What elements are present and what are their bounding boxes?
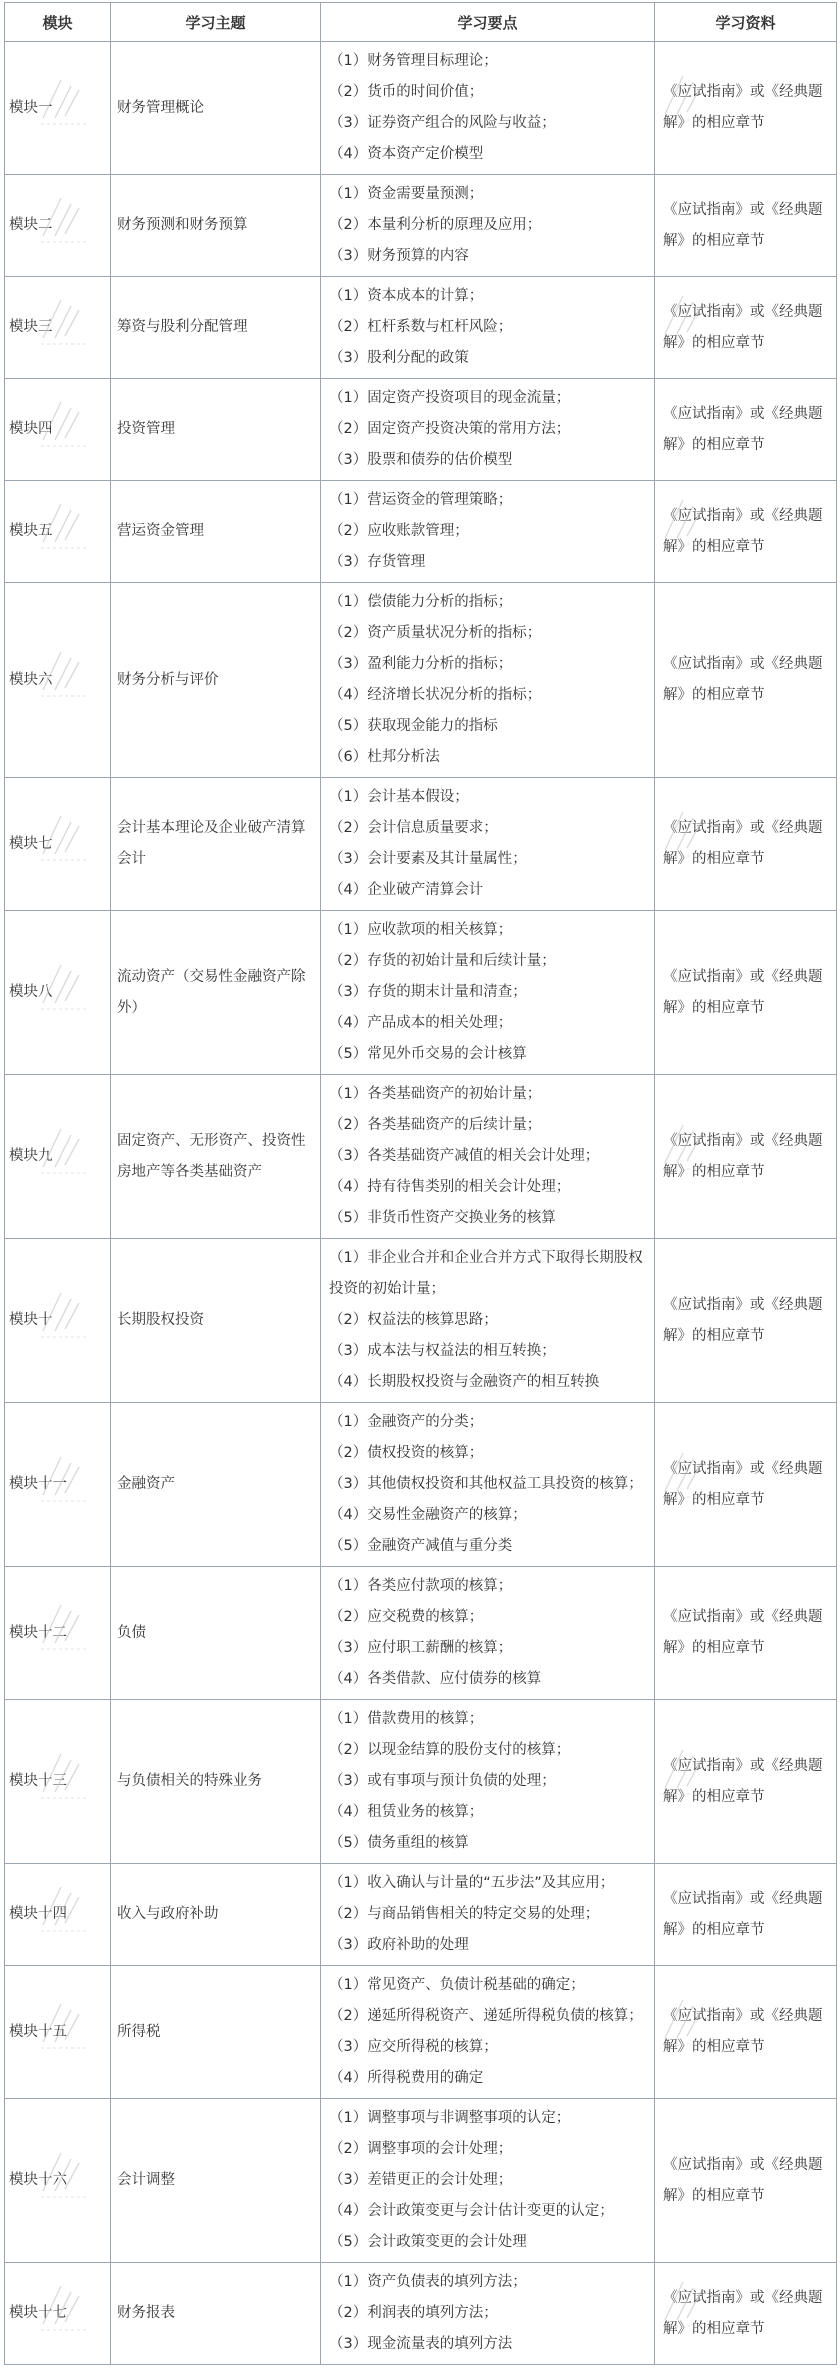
points-cell xyxy=(321,2263,655,2365)
point-item: （3）各类基础资产减值的相关会计处理； xyxy=(329,1148,600,1164)
topic-cell: 所得税 xyxy=(111,1966,321,2099)
header-topic: 学习主题 xyxy=(111,3,321,42)
point-item: （2）以现金结算的股份支付的核算； xyxy=(329,1742,571,1758)
module-cell: 模块一 xyxy=(5,42,111,175)
header-module: 模块 xyxy=(5,3,111,42)
table-row xyxy=(5,1075,837,1239)
points-cell xyxy=(321,1239,655,1403)
resource-cell: 《应试指南》或《经典题解》的相应章节 xyxy=(655,1864,837,1966)
topic-cell: 财务管理概论 xyxy=(111,42,321,175)
point-item: （1）应收款项的相关核算； xyxy=(329,922,513,938)
point-item: （1）财务管理目标理论； xyxy=(329,53,498,69)
table-row xyxy=(5,481,837,583)
table-row xyxy=(5,1239,837,1403)
points-cell xyxy=(321,1075,655,1239)
point-item: （1）借款费用的核算； xyxy=(329,1711,484,1727)
point-item: （3）其他债权投资和其他权益工具投资的核算； xyxy=(329,1476,643,1492)
table-row xyxy=(5,2099,837,2263)
point-item: （4）经济增长状况分析的指标； xyxy=(329,687,542,703)
point-item: （2）应收账款管理； xyxy=(329,523,469,539)
point-item: （1）收入确认与计量的“五步法”及其应用； xyxy=(329,1875,615,1891)
points-cell xyxy=(321,1567,655,1700)
point-item: （1）资本成本的计算； xyxy=(329,288,484,304)
point-item: （5）会计政策变更的会计处理 xyxy=(329,2234,527,2250)
module-cell: 模块六 xyxy=(5,583,111,778)
topic-cell: 与负债相关的特殊业务 xyxy=(111,1700,321,1864)
point-item: （3）或有事项与预计负债的处理； xyxy=(329,1773,556,1789)
point-item: （2）会计信息质量要求； xyxy=(329,820,498,836)
points-cell xyxy=(321,175,655,277)
point-item: （4）资本资产定价模型 xyxy=(329,146,484,162)
point-item: （5）常见外币交易的会计核算 xyxy=(329,1046,527,1062)
resource-cell: 《应试指南》或《经典题解》的相应章节 xyxy=(655,583,837,778)
point-item: （1）各类基础资产的初始计量； xyxy=(329,1086,542,1102)
point-item: （2）债权投资的核算； xyxy=(329,1445,484,1461)
table-row xyxy=(5,379,837,481)
module-cell: 模块五 xyxy=(5,481,111,583)
resource-cell: 《应试指南》或《经典题解》的相应章节 xyxy=(655,1567,837,1700)
point-item: （3）政府补助的处理 xyxy=(329,1937,469,1953)
points-cell xyxy=(321,1700,655,1864)
table-row xyxy=(5,583,837,778)
module-cell: 模块十五 xyxy=(5,1966,111,2099)
module-cell: 模块十四 xyxy=(5,1864,111,1966)
topic-cell: 负债 xyxy=(111,1567,321,1700)
point-item: （4）所得税费用的确定 xyxy=(329,2070,484,2086)
table-row xyxy=(5,175,837,277)
point-item: （4）会计政策变更与会计估计变更的认定； xyxy=(329,2203,614,2219)
point-item: （3）会计要素及其计量属性； xyxy=(329,851,527,867)
point-item: （3）存货管理 xyxy=(329,554,426,570)
points-cell xyxy=(321,1966,655,2099)
resource-cell: 《应试指南》或《经典题解》的相应章节 xyxy=(655,778,837,911)
module-cell: 模块九 xyxy=(5,1075,111,1239)
point-item: （3）存货的期末计量和清查； xyxy=(329,984,527,1000)
module-cell: 模块十三 xyxy=(5,1700,111,1864)
point-item: （1）资金需要量预测； xyxy=(329,186,484,202)
point-item: （3）财务预算的内容 xyxy=(329,248,469,264)
resource-cell: 《应试指南》或《经典题解》的相应章节 xyxy=(655,1966,837,2099)
module-cell: 模块八 xyxy=(5,911,111,1075)
point-item: （3）应交所得税的核算； xyxy=(329,2039,498,2055)
point-item: （4）各类借款、应付债券的核算 xyxy=(329,1671,542,1687)
topic-cell: 营运资金管理 xyxy=(111,481,321,583)
table-row xyxy=(5,1864,837,1966)
point-item: （6）杜邦分析法 xyxy=(329,749,440,765)
points-cell xyxy=(321,911,655,1075)
module-cell: 模块四 xyxy=(5,379,111,481)
resource-cell: 《应试指南》或《经典题解》的相应章节 xyxy=(655,379,837,481)
module-cell: 模块七 xyxy=(5,778,111,911)
points-cell xyxy=(321,379,655,481)
point-item: （3）现金流量表的填列方法 xyxy=(329,2336,513,2352)
point-item: （3）股利分配的政策 xyxy=(329,350,469,366)
resource-cell: 《应试指南》或《经典题解》的相应章节 xyxy=(655,42,837,175)
point-item: （5）金融资产减值与重分类 xyxy=(329,1538,513,1554)
points-cell xyxy=(321,1864,655,1966)
points-cell xyxy=(321,2099,655,2263)
point-item: （2）与商品销售相关的特定交易的处理； xyxy=(329,1906,600,1922)
point-item: （2）递延所得税资产、递延所得税负债的核算； xyxy=(329,2008,643,2024)
point-item: （2）权益法的核算思路； xyxy=(329,1312,498,1328)
point-item: （1）营运资金的管理策略； xyxy=(329,492,513,508)
point-item: （2）货币的时间价值； xyxy=(329,84,484,100)
resource-cell: 《应试指南》或《经典题解》的相应章节 xyxy=(655,2263,837,2365)
topic-cell: 长期股权投资 xyxy=(111,1239,321,1403)
point-item: （2）本量利分析的原理及应用； xyxy=(329,217,542,233)
resource-cell: 《应试指南》或《经典题解》的相应章节 xyxy=(655,175,837,277)
resource-cell: 《应试指南》或《经典题解》的相应章节 xyxy=(655,2099,837,2263)
topic-cell: 投资管理 xyxy=(111,379,321,481)
module-cell: 模块三 xyxy=(5,277,111,379)
table-row xyxy=(5,911,837,1075)
resource-cell: 《应试指南》或《经典题解》的相应章节 xyxy=(655,1700,837,1864)
topic-cell: 财务报表 xyxy=(111,2263,321,2365)
point-item: （3）证券资产组合的风险与收益； xyxy=(329,115,556,131)
point-item: （1）金融资产的分类； xyxy=(329,1414,484,1430)
study-plan-sheet xyxy=(4,2,836,2365)
resource-cell: 《应试指南》或《经典题解》的相应章节 xyxy=(655,1075,837,1239)
point-item: （2）利润表的填列方法； xyxy=(329,2305,498,2321)
point-item: （4）租赁业务的核算； xyxy=(329,1804,484,1820)
point-item: （3）应付职工薪酬的核算； xyxy=(329,1640,513,1656)
point-item: （1）各类应付款项的核算； xyxy=(329,1578,513,1594)
points-cell xyxy=(321,583,655,778)
table-body xyxy=(5,42,837,2365)
point-item: （4）持有待售类别的相关会计处理； xyxy=(329,1179,571,1195)
module-cell: 模块二 xyxy=(5,175,111,277)
point-item: （3）差错更正的会计处理； xyxy=(329,2172,513,2188)
header-points: 学习要点 xyxy=(321,3,655,42)
table-row xyxy=(5,1403,837,1567)
point-item: （4）交易性金融资产的核算； xyxy=(329,1507,527,1523)
point-item: （2）杠杆系数与杠杆风险； xyxy=(329,319,513,335)
table-row xyxy=(5,42,837,175)
study-plan-table xyxy=(4,2,837,2365)
table-row xyxy=(5,778,837,911)
point-item: （4）长期股权投资与金融资产的相互转换 xyxy=(329,1374,600,1390)
points-cell xyxy=(321,277,655,379)
topic-cell: 财务预测和财务预算 xyxy=(111,175,321,277)
points-cell xyxy=(321,481,655,583)
point-item: （4）企业破产清算会计 xyxy=(329,882,484,898)
point-item: （4）产品成本的相关处理； xyxy=(329,1015,513,1031)
topic-cell: 流动资产（交易性金融资产除外） xyxy=(111,911,321,1075)
point-item: （1）常见资产、负债计税基础的确定； xyxy=(329,1977,585,1993)
table-row xyxy=(5,1700,837,1864)
topic-cell: 金融资产 xyxy=(111,1403,321,1567)
point-item: （2）固定资产投资决策的常用方法； xyxy=(329,421,571,437)
point-item: （2）各类基础资产的后续计量； xyxy=(329,1117,542,1133)
resource-cell: 《应试指南》或《经典题解》的相应章节 xyxy=(655,277,837,379)
points-cell xyxy=(321,42,655,175)
table-row xyxy=(5,277,837,379)
topic-cell: 财务分析与评价 xyxy=(111,583,321,778)
topic-cell: 筹资与股利分配管理 xyxy=(111,277,321,379)
point-item: （1）非企业合并和企业合并方式下取得长期股权投资的初始计量； xyxy=(329,1250,643,1297)
resource-cell: 《应试指南》或《经典题解》的相应章节 xyxy=(655,911,837,1075)
point-item: （3）股票和债券的估价模型 xyxy=(329,452,513,468)
module-cell: 模块十六 xyxy=(5,2099,111,2263)
topic-cell: 固定资产、无形资产、投资性房地产等各类基础资产 xyxy=(111,1075,321,1239)
point-item: （2）存货的初始计量和后续计量； xyxy=(329,953,556,969)
point-item: （2）应交税费的核算； xyxy=(329,1609,484,1625)
header-resources: 学习资料 xyxy=(655,3,837,42)
point-item: （1）会计基本假设； xyxy=(329,789,469,805)
module-cell: 模块十二 xyxy=(5,1567,111,1700)
resource-cell: 《应试指南》或《经典题解》的相应章节 xyxy=(655,481,837,583)
points-cell xyxy=(321,1403,655,1567)
resource-cell: 《应试指南》或《经典题解》的相应章节 xyxy=(655,1403,837,1567)
table-row xyxy=(5,1567,837,1700)
table-row xyxy=(5,2263,837,2365)
point-item: （1）调整事项与非调整事项的认定； xyxy=(329,2110,571,2126)
point-item: （3）盈利能力分析的指标； xyxy=(329,656,513,672)
point-item: （1）资产负债表的填列方法； xyxy=(329,2274,527,2290)
point-item: （3）成本法与权益法的相互转换； xyxy=(329,1343,556,1359)
resource-cell: 《应试指南》或《经典题解》的相应章节 xyxy=(655,1239,837,1403)
module-cell: 模块十七 xyxy=(5,2263,111,2365)
point-item: （5）获取现金能力的指标 xyxy=(329,718,498,734)
point-item: （1）固定资产投资项目的现金流量； xyxy=(329,390,571,406)
point-item: （2）资产质量状况分析的指标； xyxy=(329,625,542,641)
point-item: （2）调整事项的会计处理； xyxy=(329,2141,513,2157)
point-item: （5）债务重组的核算 xyxy=(329,1835,469,1851)
module-cell: 模块十一 xyxy=(5,1403,111,1567)
table-row xyxy=(5,1966,837,2099)
topic-cell: 会计基本理论及企业破产清算会计 xyxy=(111,778,321,911)
topic-cell: 收入与政府补助 xyxy=(111,1864,321,1966)
point-item: （5）非货币性资产交换业务的核算 xyxy=(329,1210,556,1226)
topic-cell: 会计调整 xyxy=(111,2099,321,2263)
module-cell: 模块十 xyxy=(5,1239,111,1403)
table-header-row xyxy=(5,3,837,42)
point-item: （1）偿债能力分析的指标； xyxy=(329,594,513,610)
points-cell xyxy=(321,778,655,911)
